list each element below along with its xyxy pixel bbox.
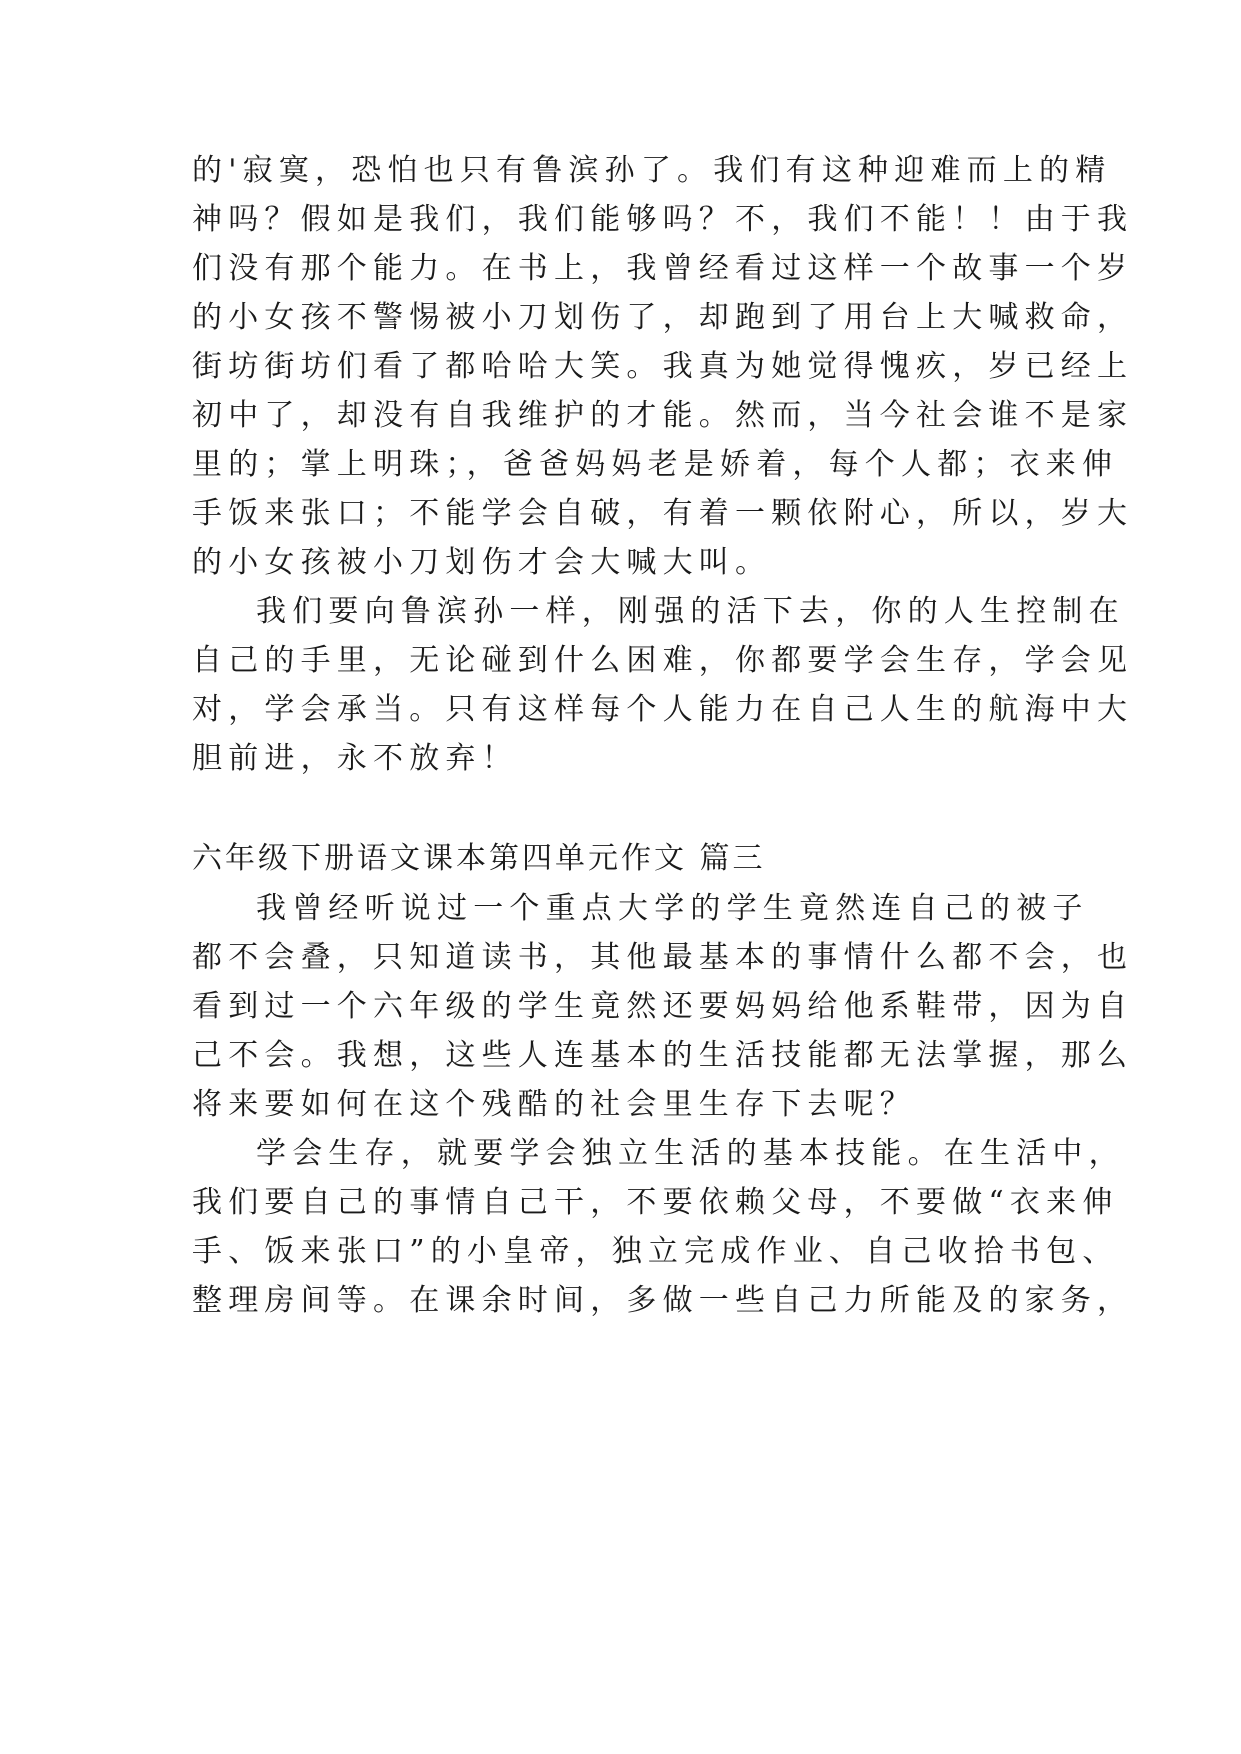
paragraph-line: 都不会叠，只知道读书，其他最基本的事情什么都不会，也 — [192, 940, 1134, 975]
paragraph-line: 整理房间等。在课余时间，多做一些自己力所能及的家务， — [192, 1283, 1134, 1318]
paragraph-line: 将来要如何在这个残酷的社会里生存下去呢？ — [192, 1087, 916, 1122]
paragraph-line: 神吗？假如是我们，我们能够吗？不，我们不能！！由于我 — [192, 202, 1134, 237]
section-heading: 六年级下册语文课本第四单元作文 篇三 — [192, 841, 766, 876]
paragraph-line: 的'寂寞，恐怕也只有鲁滨孙了。我们有这种迎难而上的精 — [192, 153, 1112, 188]
paragraph-line: 街坊街坊们看了都哈哈大笑。我真为她觉得愧疚，岁已经上 — [192, 349, 1134, 384]
paragraph-line: 初中了，却没有自我维护的才能。然而，当今社会谁不是家 — [192, 398, 1134, 433]
paragraph-line: 我们要自己的事情自己干，不要依赖父母，不要做“衣来伸 — [192, 1185, 1119, 1220]
paragraph-line: 手饭来张口；不能学会自破，有着一颗依附心，所以，岁大 — [192, 496, 1134, 531]
paragraph-line: 们没有那个能力。在书上，我曾经看过这样一个故事一个岁 — [192, 251, 1134, 286]
paragraph-line: 我曾经听说过一个重点大学的学生竟然连自己的被子 — [256, 891, 1089, 926]
paragraph-line: 己不会。我想，这些人连基本的生活技能都无法掌握，那么 — [192, 1038, 1134, 1073]
paragraph-line: 自己的手里，无论碰到什么困难，你都要学会生存，学会见 — [192, 643, 1134, 678]
paragraph-line: 里的；掌上明珠；，爸爸妈妈老是娇着，每个人都；衣来伸 — [192, 447, 1119, 482]
paragraph-line: 手、饭来张口”的小皇帝，独立完成作业、自己收拾书包、 — [192, 1234, 1119, 1269]
paragraph-line: 的小女孩被小刀划伤才会大喊大叫。 — [192, 545, 772, 580]
paragraph-line: 对，学会承当。只有这样每个人能力在自己人生的航海中大 — [192, 692, 1134, 727]
paragraph-line: 我们要向鲁滨孙一样，刚强的活下去，你的人生控制在 — [256, 594, 1125, 629]
paragraph-line: 看到过一个六年级的学生竟然还要妈妈给他系鞋带，因为自 — [192, 989, 1134, 1024]
paragraph-line: 学会生存，就要学会独立生活的基本技能。在生活中， — [256, 1136, 1125, 1171]
paragraph-line: 胆前进，永不放弃！ — [192, 741, 518, 776]
paragraph-line: 的小女孩不警惕被小刀划伤了，却跑到了用台上大喊救命， — [192, 300, 1134, 335]
